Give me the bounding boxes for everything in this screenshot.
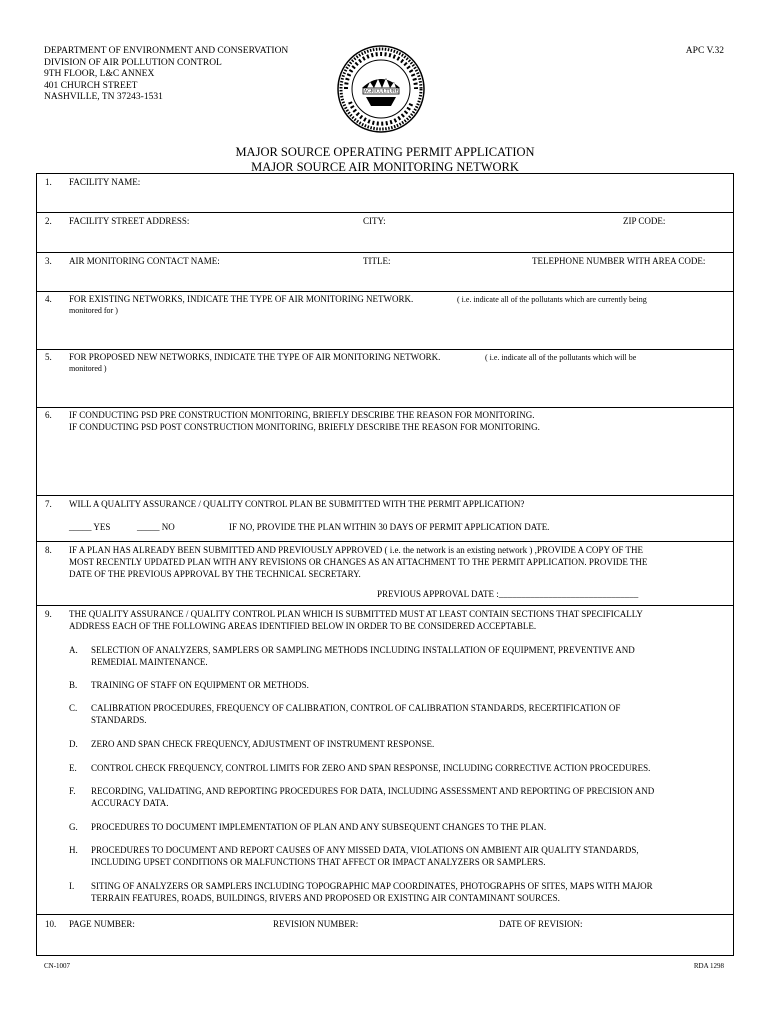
svg-text:AGRICULTURE: AGRICULTURE	[363, 89, 399, 95]
no-checkbox[interactable]: _____ NO	[137, 522, 175, 532]
qa-plan-question: WILL A QUALITY ASSURANCE / QUALITY CONTROL PLAN BE SUBMITTED WITH THE PERMIT APPLICATION?	[69, 499, 525, 509]
qa-item-letter: H.	[69, 845, 78, 855]
plan-deadline-note: IF NO, PROVIDE THE PLAN WITHIN 30 DAYS OF PERMIT APPLICATION DATE.	[229, 522, 550, 532]
qa-item-text: STANDARDS.	[91, 715, 147, 725]
contact-name-label: AIR MONITORING CONTACT NAME:	[69, 256, 220, 266]
field-revision-info[interactable]	[37, 915, 733, 955]
qa-requirements-text: THE QUALITY ASSURANCE / QUALITY CONTROL PLAN WHICH IS SUBMITTED MUST AT LEAST CONTAIN SECTIONS THAT SPECIFICALLY	[69, 609, 643, 619]
psd-post-construction-label: IF CONDUCTING PSD POST CONSTRUCTION MONITORING, BRIEFLY DESCRIBE THE REASON FOR MONITORING.	[69, 422, 540, 432]
field-number: 3.	[45, 256, 52, 266]
agency-line: DIVISION OF AIR POLLUTION CONTROL	[44, 57, 222, 68]
form-title: MAJOR SOURCE OPERATING PERMIT APPLICATION	[235, 145, 535, 159]
agency-line: 9TH FLOOR, L&C ANNEX	[44, 69, 155, 80]
field-number: 6.	[45, 410, 52, 420]
previous-approval-date-field[interactable]: PREVIOUS APPROVAL DATE :_______________________________	[377, 589, 639, 599]
previous-plan-text: DATE OF THE PREVIOUS APPROVAL BY THE TECHNICAL SECRETARY.	[69, 569, 361, 579]
proposed-network-note: monitored )	[69, 364, 107, 373]
qa-item-text: PROCEDURES TO DOCUMENT AND REPORT CAUSES OF ANY MISSED DATA, VIOLATIONS ON AMBIENT AIR QUALITY STANDARDS,	[91, 845, 639, 855]
proposed-network-note: ( i.e. indicate all of the pollutants which will be	[485, 353, 637, 362]
agency-address	[44, 46, 288, 104]
field-qa-plan-submitted	[37, 496, 733, 542]
field-number: 4.	[45, 294, 52, 304]
field-contact[interactable]	[37, 253, 733, 292]
qa-item-text: PROCEDURES TO DOCUMENT IMPLEMENTATION OF PLAN AND ANY SUBSEQUENT CHANGES TO THE PLAN.	[91, 822, 547, 832]
qa-item-letter: C.	[69, 703, 78, 713]
city-label: CITY:	[363, 216, 386, 226]
agency-line: DEPARTMENT OF ENVIRONMENT AND CONSERVATION	[44, 46, 289, 56]
existing-network-note: monitored for )	[69, 306, 118, 315]
psd-pre-construction-label: IF CONDUCTING PSD PRE CONSTRUCTION MONITORING, BRIEFLY DESCRIBE THE REASON FOR MONITORING.	[69, 410, 535, 420]
qa-item-text: ACCURACY DATA.	[91, 798, 169, 808]
field-number: 5.	[45, 352, 52, 362]
zip-code-label: ZIP CODE:	[623, 216, 666, 226]
facility-name-label: FACILITY NAME:	[69, 177, 141, 187]
field-number: 7.	[45, 499, 52, 509]
agency-line: NASHVILLE, TN 37243-1531	[44, 92, 163, 103]
agency-line: 401 CHURCH STREET	[44, 80, 138, 91]
page-number-label: PAGE NUMBER:	[69, 919, 135, 929]
qa-item-letter: F.	[69, 786, 76, 796]
qa-item-letter: D.	[69, 739, 78, 749]
field-number: 10.	[45, 919, 57, 929]
qa-item-letter: A.	[69, 645, 78, 655]
qa-requirements-text: ADDRESS EACH OF THE FOLLOWING AREAS IDENTIFIED BELOW IN ORDER TO BE CONSIDERED ACCEPTABLE.	[69, 621, 537, 631]
qa-item-text: CONTROL CHECK FREQUENCY, CONTROL LIMITS FOR ZERO AND SPAN RESPONSE, INCLUDING CORRECTIVE ACTION PROCEDURES.	[91, 763, 651, 773]
field-facility-name[interactable]	[37, 174, 733, 213]
qa-item-letter: I.	[69, 881, 75, 891]
field-number: 1.	[45, 177, 52, 187]
field-number: 2.	[45, 216, 52, 226]
application-form	[36, 173, 734, 956]
qa-item-text: INCLUDING UPSET CONDITIONS OR MALFUNCTIONS THAT AFFECT OR IMPACT ANALYZERS OR SAMPLERS.	[91, 857, 546, 867]
revision-number-label: REVISION NUMBER:	[273, 919, 359, 929]
title-label: TITLE:	[363, 256, 391, 266]
qa-item-text: TRAINING OF STAFF ON EQUIPMENT OR METHODS.	[91, 680, 309, 690]
existing-network-note: ( i.e. indicate all of the pollutants which are currently being	[457, 295, 647, 304]
telephone-label: TELEPHONE NUMBER WITH AREA CODE:	[532, 256, 706, 266]
field-address[interactable]	[37, 213, 733, 253]
form-subtitle: MAJOR SOURCE AIR MONITORING NETWORK	[251, 160, 519, 174]
qa-item-text: SITING OF ANALYZERS OR SAMPLERS INCLUDING TOPOGRAPHIC MAP COORDINATES, PHOTOGRAPHS OF SITES, MAPS WITH MAJOR	[91, 881, 653, 891]
qa-item-letter: B.	[69, 680, 78, 690]
yes-checkbox[interactable]: _____ YES	[69, 522, 111, 532]
form-code: APC V.32	[685, 46, 724, 56]
qa-item-text: ZERO AND SPAN CHECK FREQUENCY, ADJUSTMENT OF INSTRUMENT RESPONSE.	[91, 739, 435, 749]
field-number: 9.	[45, 609, 52, 619]
field-proposed-network[interactable]	[37, 350, 733, 408]
qa-item-letter: G.	[69, 822, 78, 832]
state-seal-icon	[336, 44, 426, 134]
qa-item-text: TERRAIN FEATURES, ROADS, BUILDINGS, RIVERS AND PROPOSED OR EXISTING AIR CONTAMINANT SOURCES.	[91, 893, 560, 903]
qa-item-text: CALIBRATION PROCEDURES, FREQUENCY OF CALIBRATION, CONTROL OF CALIBRATION STANDARDS, RECERTIFICATION OF	[91, 703, 621, 713]
field-previous-approval	[37, 542, 733, 606]
form-number: CN-1007	[44, 962, 71, 970]
previous-plan-text: IF A PLAN HAS ALREADY BEEN SUBMITTED AND PREVIOUSLY APPROVED ( i.e. the network is an existing network ) ,PROVIDE A COPY OF THE	[69, 545, 643, 555]
revision-code: RDA 1298	[693, 962, 724, 970]
existing-network-label: FOR EXISTING NETWORKS, INDICATE THE TYPE OF AIR MONITORING NETWORK.	[69, 294, 414, 304]
field-number: 8.	[45, 545, 52, 555]
field-qa-requirements	[37, 606, 733, 915]
field-psd-monitoring[interactable]	[37, 408, 733, 496]
proposed-network-label: FOR PROPOSED NEW NETWORKS, INDICATE THE TYPE OF AIR MONITORING NETWORK.	[69, 352, 441, 362]
qa-item-text: REMEDIAL MAINTENANCE.	[91, 657, 208, 667]
revision-date-label: DATE OF REVISION:	[499, 919, 583, 929]
field-existing-network[interactable]	[37, 292, 733, 350]
qa-item-text: RECORDING, VALIDATING, AND REPORTING PROCEDURES FOR DATA, INCLUDING ASSESSMENT AND REPORTING OF PRECISION AND	[91, 786, 655, 796]
street-address-label: FACILITY STREET ADDRESS:	[69, 216, 190, 226]
previous-plan-text: MOST RECENTLY UPDATED PLAN WITH ANY REVISIONS OR CHANGES AS AN ATTACHMENT TO THE PERMIT APPLICATION. PROVIDE THE	[69, 557, 648, 567]
qa-item-letter: E.	[69, 763, 77, 773]
qa-item-text: SELECTION OF ANALYZERS, SAMPLERS OR SAMPLING METHODS INCLUDING INSTALLATION OF EQUIPMENT, PREVENTIVE AND	[91, 645, 635, 655]
